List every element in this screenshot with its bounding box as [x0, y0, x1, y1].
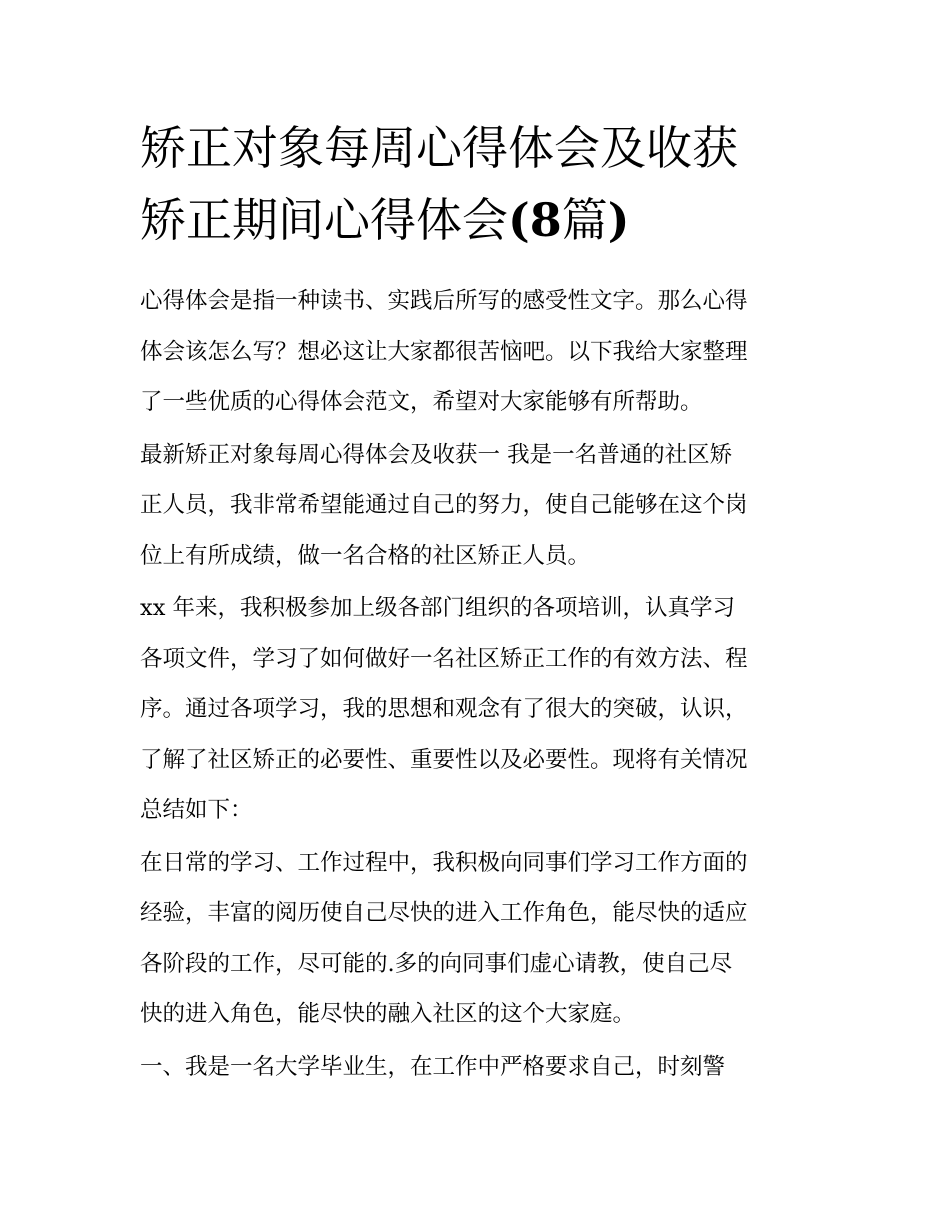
- title-line-1: 矫正对象每周心得体会及收获: [140, 121, 738, 175]
- text-line: 各项文件，学习了如何做好一名社区矫正工作的有效方法、程: [140, 645, 748, 672]
- text-line: 各阶段的工作，尽可能的.多的向同事们虚心请教，使自己尽: [140, 950, 733, 977]
- paragraph-4: [140, 1042, 820, 1093]
- text-line: 了一些优质的心得体会范文，希望对大家能够有所帮助。: [140, 389, 703, 415]
- paragraph-2: [140, 583, 820, 836]
- paragraph-1: [140, 430, 820, 582]
- document-body: [140, 276, 820, 1094]
- text-line: 体会该怎么写？想必这让大家都很苦恼吧。以下我给大家整理: [140, 338, 748, 365]
- text-line: 了解了社区矫正的必要性、重要性以及必要性。现将有关情况: [140, 746, 748, 773]
- document-title: [140, 112, 840, 256]
- text-line: 一、我是一名大学毕业生，在工作中严格要求自己，时刻警: [140, 1053, 726, 1080]
- text-line: xx 年来，我积极参加上级各部门组织的各项培训，认真学习: [140, 595, 736, 621]
- paragraph-intro: [140, 276, 820, 428]
- text-line: 心得体会是指一种读书、实践后所写的感受性文字。那么心得: [140, 288, 748, 314]
- title-count-close: ): [607, 193, 630, 247]
- text-line: 在日常的学习、工作过程中，我积极向同事们学习工作方面的: [140, 849, 748, 876]
- text-line: 最新矫正对象每周心得体会及收获一 我是一名普通的社区矫: [140, 441, 733, 468]
- text-line: 经验，丰富的阅历使自己尽快的进入工作角色，能尽快的适应: [140, 900, 748, 926]
- title-count-open: (8: [508, 193, 562, 247]
- text-line: 正人员，我非常希望能通过自己的努力，使自己能够在这个岗: [140, 492, 748, 518]
- title-count-unit: 篇: [561, 193, 608, 247]
- text-line: 总结如下：: [140, 797, 253, 823]
- title-line-2-text: 矫正期间心得体会: [140, 193, 508, 247]
- text-line: 位上有所成绩，做一名合格的社区矫正人员。: [140, 542, 591, 569]
- text-line: 快的进入角色，能尽快的融入社区的这个大家庭。: [140, 1001, 636, 1027]
- title-line-2: [140, 184, 840, 256]
- text-line: 序。通过各项学习，我的思想和观念有了很大的突破，认识，: [140, 696, 748, 722]
- paragraph-3: [140, 838, 820, 1040]
